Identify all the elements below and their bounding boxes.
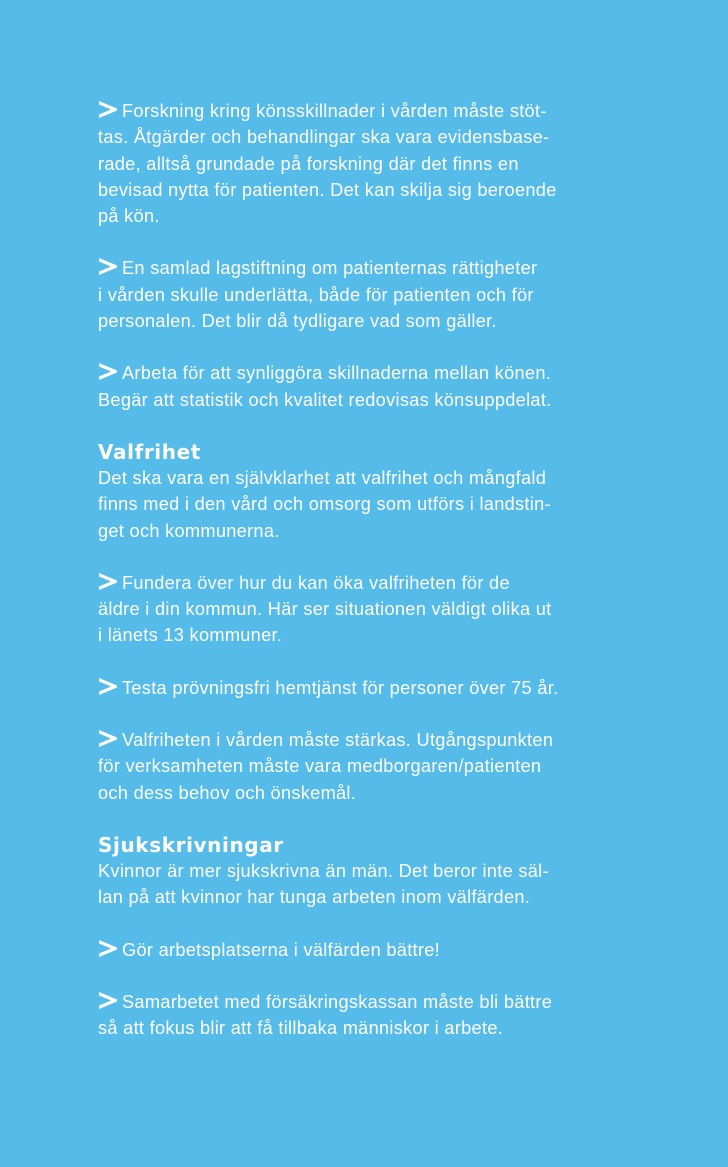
arrow-right-icon [98,940,118,957]
text-line: finns med i den vård och omsorg som utförs i landstin- [98,494,551,515]
text-line: get och kommunerna. [98,520,280,541]
text-line: i vården skulle underlätta, både för patienten och för [98,284,534,305]
arrow-right-icon [98,730,118,747]
arrow-right-icon [98,678,118,695]
text-line [98,255,638,281]
text-line: för verksamheten måste vara medborgaren/patienten [98,756,542,777]
section-heading-sjukskrivningar: Sjukskrivningar [98,832,284,857]
text-line [98,360,638,386]
text-line: på kön. [98,206,160,227]
arrow-right-icon [98,363,118,380]
bullet-paragraph [98,360,638,413]
text-span: Samarbetet med försäkringskassan måste bli bättre [122,991,553,1012]
text-span: En samlad lagstiftning om patienternas rättigheter [122,258,538,279]
text-line: lan på att kvinnor har tunga arbeten inom välfärden. [98,887,531,908]
text-line [98,570,638,596]
text-line: Begär att statistik och kvalitet redovisas könsuppdelat. [98,389,552,410]
text-span: Fundera över hur du kan öka valfriheten för de [122,572,510,593]
text-line: Det ska vara en självklarhet att valfrihet och mångfald [98,467,547,488]
bullet-paragraph [98,989,638,1042]
text-line: bevisad nytta för patienten. Det kan skilja sig beroende [98,179,557,200]
text-line [98,937,638,963]
text-span: Valfriheten i vården måste stärkas. Utgångspunkten [122,730,554,751]
bullet-paragraph [98,937,638,963]
bullet-paragraph [98,255,638,334]
text-line: rade, alltså grundade på forskning där det finns en [98,153,519,174]
text-line: personalen. Det blir då tydligare vad som gäller. [98,311,497,332]
arrow-right-icon [98,573,118,590]
document-page [98,98,638,1067]
text-line: tas. Åtgärder och behandlingar ska vara evidensbase- [98,127,550,148]
text-line [98,727,638,753]
text-span: Forskning kring könsskillnader i vården måste stöt- [122,101,547,121]
text-span: Testa prövningsfri hemtjänst för personer över 75 år. [122,677,559,698]
bullet-paragraph [98,727,638,806]
arrow-right-icon [98,101,118,118]
section-heading-valfrihet: Valfrihet [98,439,201,464]
bullet-paragraph [98,675,638,701]
arrow-right-icon [98,992,118,1009]
text-line: så att fokus blir att få tillbaka människor i arbete. [98,1018,504,1039]
text-line [98,98,638,124]
section-valfrihet-intro [98,439,638,544]
text-line: Kvinnor är mer sjukskrivna än män. Det beror inte säl- [98,860,549,881]
text-span: Arbeta för att synliggöra skillnaderna mellan könen. [122,363,552,384]
text-line [98,675,638,701]
text-line [98,989,638,1015]
arrow-right-icon [98,258,118,275]
text-line: äldre i din kommun. Här ser situationen väldigt olika ut [98,599,552,620]
section-sjukskrivningar-intro [98,832,638,911]
bullet-paragraph [98,570,638,649]
text-line: och dess behov och önskemål. [98,782,357,803]
text-span: Gör arbetsplatserna i välfärden bättre! [122,939,441,960]
bullet-paragraph [98,98,638,229]
text-line: i länets 13 kommuner. [98,625,283,646]
